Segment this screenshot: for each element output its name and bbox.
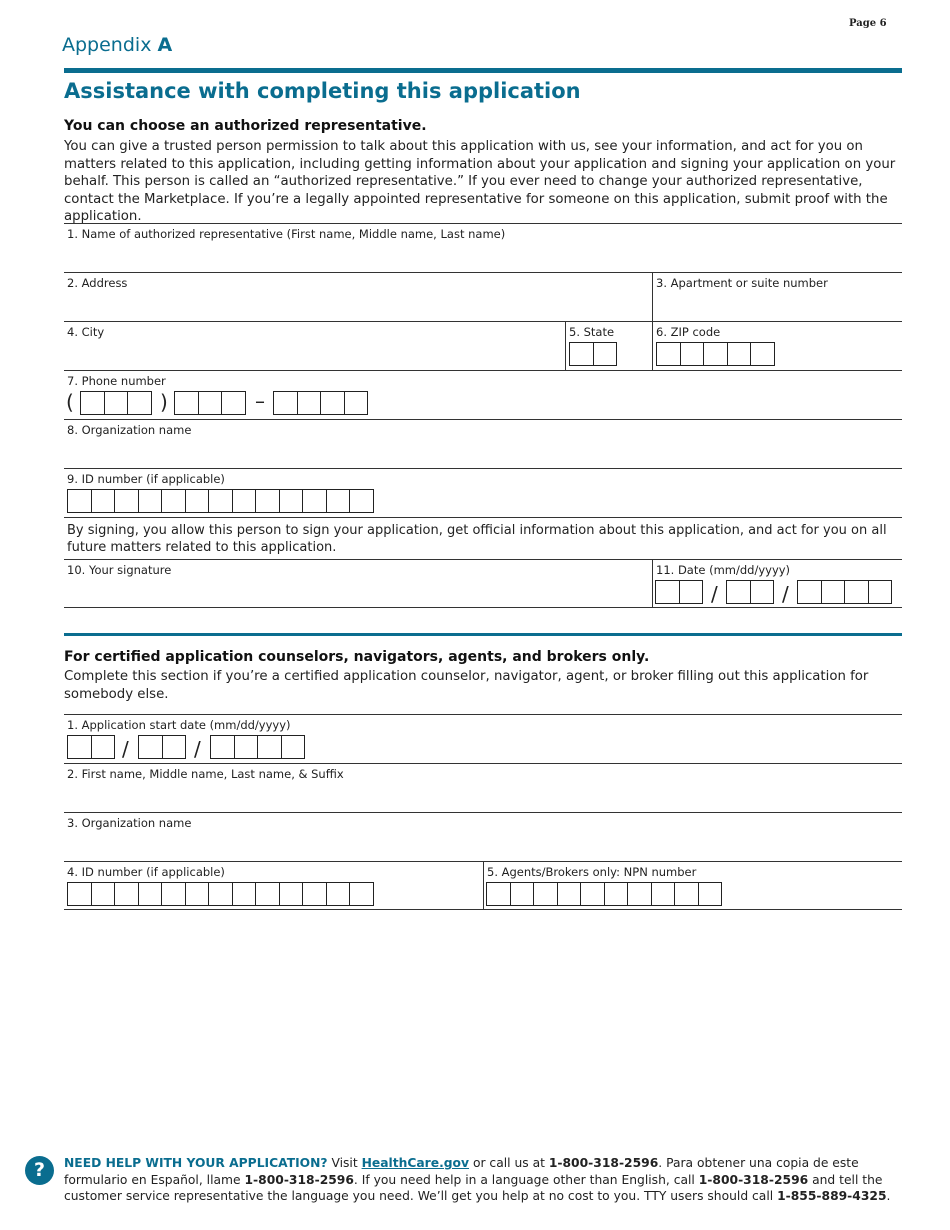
char-box[interactable] <box>91 489 116 513</box>
help-text: Visit <box>327 1156 362 1170</box>
help-text: and tell the customer service representative the language you need. We’ll get you help at no cost to you. TTY users should call <box>64 1172 883 1203</box>
rep-name-field[interactable] <box>64 224 902 272</box>
authorized-rep-form <box>64 223 902 608</box>
char-box[interactable] <box>302 882 327 906</box>
char-box[interactable] <box>91 882 116 906</box>
char-box[interactable] <box>344 391 369 415</box>
apartment-field[interactable] <box>652 273 902 321</box>
prefix-boxes <box>174 391 246 415</box>
char-box[interactable] <box>604 882 629 906</box>
row-signature <box>64 559 902 608</box>
char-box[interactable] <box>750 580 775 604</box>
field-label: 11. Date (mm/dd/yyyy) <box>656 563 791 577</box>
char-box[interactable] <box>114 882 139 906</box>
date-slash: / <box>782 582 789 606</box>
char-box[interactable] <box>320 391 345 415</box>
char-box[interactable] <box>127 391 152 415</box>
char-box[interactable] <box>674 882 699 906</box>
char-box[interactable] <box>698 882 723 906</box>
char-box[interactable] <box>279 489 304 513</box>
organization-field[interactable] <box>64 420 902 468</box>
char-box[interactable] <box>210 735 235 759</box>
page-title: Assistance with completing this application <box>64 79 581 103</box>
char-box[interactable] <box>255 489 280 513</box>
section1-heading: You can choose an authorized representative. <box>64 118 427 134</box>
healthcare-gov-link[interactable]: HealthCare.gov <box>361 1156 470 1170</box>
char-box[interactable] <box>580 882 605 906</box>
row-phone <box>64 370 902 419</box>
char-box[interactable] <box>797 580 822 604</box>
char-box[interactable] <box>868 580 893 604</box>
help-text: . Para obtener una copia de este formulario en Español, llame <box>64 1156 859 1187</box>
year-boxes <box>797 580 892 604</box>
char-box[interactable] <box>680 342 705 366</box>
area-code-boxes <box>80 391 152 415</box>
question-icon: ? <box>25 1156 54 1185</box>
date-slash: / <box>122 737 129 761</box>
help-text: . If you need help in a language other than English, call <box>353 1172 699 1187</box>
char-box[interactable] <box>162 735 187 759</box>
row-id-number <box>64 468 902 517</box>
char-box[interactable] <box>114 489 139 513</box>
top-rule <box>64 68 902 73</box>
field-label: 5. State <box>569 325 615 339</box>
char-box[interactable] <box>651 882 676 906</box>
char-box[interactable] <box>161 882 186 906</box>
signature-date-field <box>652 560 902 607</box>
char-box[interactable] <box>349 489 374 513</box>
field-label: 2. Address <box>67 276 128 290</box>
char-box[interactable] <box>821 580 846 604</box>
char-box[interactable] <box>198 391 223 415</box>
section-divider <box>64 633 902 636</box>
id-number-boxes <box>67 489 374 513</box>
char-box[interactable] <box>273 391 298 415</box>
char-box[interactable] <box>349 882 374 906</box>
signature-field[interactable] <box>64 560 652 607</box>
field-label: 9. ID number (if applicable) <box>67 472 225 486</box>
char-box[interactable] <box>297 391 322 415</box>
row-name <box>64 223 902 272</box>
zip-boxes <box>656 342 775 366</box>
char-box[interactable] <box>67 489 92 513</box>
char-box[interactable] <box>161 489 186 513</box>
phone-open-paren: ( <box>66 390 74 414</box>
help-phone: 1-800-318-2596 <box>244 1172 354 1187</box>
consent-text: By signing, you allow this person to sign your application, get official information about this application, and act for you on all future matters related to this application. <box>67 523 887 555</box>
help-text: . <box>886 1189 891 1203</box>
char-box[interactable] <box>67 882 92 906</box>
start-date-field <box>64 715 902 763</box>
line-number-boxes <box>273 391 368 415</box>
char-box[interactable] <box>174 391 199 415</box>
field-label: 3. Organization name <box>67 816 192 830</box>
char-box[interactable] <box>844 580 869 604</box>
char-box[interactable] <box>326 489 351 513</box>
char-box[interactable] <box>593 342 618 366</box>
section2-intro: Complete this section if you’re a certified application counselor, navigator, agent, or broker filling out this application for somebody else. <box>64 669 869 702</box>
state-field <box>565 322 652 370</box>
row-consent <box>64 517 902 559</box>
char-box[interactable] <box>281 735 306 759</box>
char-box[interactable] <box>138 489 163 513</box>
help-heading: NEED HELP WITH YOUR APPLICATION? <box>64 1156 328 1170</box>
section2-heading: For certified application counselors, navigators, agents, and brokers only. <box>64 649 650 665</box>
char-box[interactable] <box>703 342 728 366</box>
appendix-label <box>62 34 172 56</box>
char-box[interactable] <box>208 489 233 513</box>
phone-field <box>64 371 902 419</box>
char-box[interactable] <box>279 882 304 906</box>
field-label: 1. Name of authorized representative (First name, Middle name, Last name) <box>67 227 506 241</box>
char-box[interactable] <box>138 735 163 759</box>
char-box[interactable] <box>185 489 210 513</box>
char-box[interactable] <box>726 580 751 604</box>
char-box[interactable] <box>326 882 351 906</box>
char-box[interactable] <box>185 882 210 906</box>
field-label: 5. Agents/Brokers only: NPN number <box>487 865 697 879</box>
char-box[interactable] <box>533 882 558 906</box>
field-label: 2. First name, Middle name, Last name, & Suffix <box>67 767 344 781</box>
day-boxes <box>726 580 774 604</box>
field-label: 8. Organization name <box>67 423 192 437</box>
field-label: 10. Your signature <box>67 563 172 577</box>
id-number-field <box>64 862 483 909</box>
char-box[interactable] <box>727 342 752 366</box>
char-box[interactable] <box>232 882 257 906</box>
field-label: 6. ZIP code <box>656 325 721 339</box>
char-box[interactable] <box>91 735 116 759</box>
tty-phone: 1-855-889-4325 <box>777 1189 887 1203</box>
char-box[interactable] <box>627 882 652 906</box>
char-box[interactable] <box>257 735 282 759</box>
char-box[interactable] <box>80 391 105 415</box>
year-boxes <box>210 735 305 759</box>
row-organization <box>64 812 902 861</box>
char-box[interactable] <box>750 342 775 366</box>
state-boxes <box>569 342 617 366</box>
char-box[interactable] <box>234 735 259 759</box>
full-name-field[interactable] <box>64 764 902 812</box>
char-box[interactable] <box>569 342 594 366</box>
organization-field[interactable] <box>64 813 902 861</box>
month-boxes <box>655 580 703 604</box>
row-start-date <box>64 714 902 763</box>
help-phone: 1-800-318-2596 <box>698 1172 809 1187</box>
row-address <box>64 272 902 321</box>
id-number-boxes <box>67 882 374 906</box>
id-number-field <box>64 469 902 517</box>
counselor-form <box>64 714 902 910</box>
appendix-letter: A <box>157 34 173 56</box>
help-text: or call us at <box>469 1156 549 1170</box>
char-box[interactable] <box>255 882 280 906</box>
appendix-word: Appendix <box>62 34 152 56</box>
row-full-name <box>64 763 902 812</box>
char-box[interactable] <box>67 735 92 759</box>
zip-field <box>652 322 902 370</box>
field-label: 7. Phone number <box>67 374 166 388</box>
phone-dash: – <box>255 389 265 413</box>
npn-field <box>483 862 902 909</box>
char-box[interactable] <box>656 342 681 366</box>
char-box[interactable] <box>208 882 233 906</box>
address-field[interactable] <box>64 273 652 321</box>
char-box[interactable] <box>232 489 257 513</box>
char-box[interactable] <box>679 580 704 604</box>
help-phone: 1-800-318-2596 <box>548 1156 659 1170</box>
phone-close-paren: ) <box>160 390 168 414</box>
char-box[interactable] <box>510 882 535 906</box>
field-label: 3. Apartment or suite number <box>656 276 828 290</box>
row-ids <box>64 861 902 910</box>
char-box[interactable] <box>221 391 246 415</box>
field-label: 4. City <box>67 325 105 339</box>
section1-intro: You can give a trusted person permission to talk about this application with us, see your information, and act for you on matters related to this application, including getting information about your application and signing your application on your behalf. This person is called an “authorized representative.” If you ever need to change your authorized representative, contact the Marketplace. If you’re a legally appointed representative for someone on this application, submit proof with the application. <box>64 139 896 224</box>
date-slash: / <box>711 582 718 606</box>
char-box[interactable] <box>138 882 163 906</box>
row-organization <box>64 419 902 468</box>
city-field[interactable] <box>64 322 565 370</box>
row-city <box>64 321 902 370</box>
page-number: Page 6 <box>849 18 887 29</box>
field-label: 1. Application start date (mm/dd/yyyy) <box>67 718 291 732</box>
date-slash: / <box>194 737 201 761</box>
char-box[interactable] <box>557 882 582 906</box>
char-box[interactable] <box>486 882 511 906</box>
char-box[interactable] <box>655 580 680 604</box>
month-boxes <box>67 735 115 759</box>
char-box[interactable] <box>104 391 129 415</box>
help-footer <box>64 1155 914 1205</box>
field-label: 4. ID number (if applicable) <box>67 865 225 879</box>
npn-boxes <box>486 882 722 906</box>
char-box[interactable] <box>302 489 327 513</box>
day-boxes <box>138 735 186 759</box>
